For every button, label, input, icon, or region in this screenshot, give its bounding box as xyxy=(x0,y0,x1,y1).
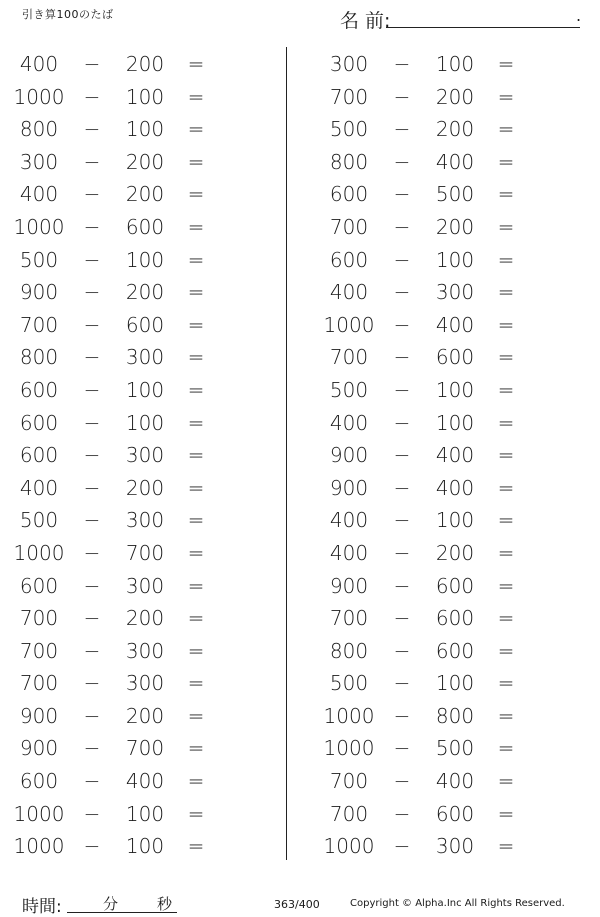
page-number: 363/400 xyxy=(274,898,320,911)
minus-sign: − xyxy=(393,508,411,533)
problem-row xyxy=(8,374,248,407)
problem-row xyxy=(8,439,248,472)
minuend: 900 xyxy=(329,475,369,500)
problem-row xyxy=(8,700,248,733)
subtrahend: 300 xyxy=(125,443,165,468)
problem-row xyxy=(318,667,558,700)
subtrahend: 100 xyxy=(435,671,475,696)
minuend: 300 xyxy=(329,52,369,76)
minus-sign: − xyxy=(393,801,411,826)
equals-sign: = xyxy=(187,606,205,631)
minuend: 400 xyxy=(329,280,369,305)
equals-sign: = xyxy=(497,801,515,826)
equals-sign: = xyxy=(497,312,515,337)
problem-row xyxy=(318,732,558,765)
subtrahend: 200 xyxy=(435,214,475,239)
minuend: 600 xyxy=(19,410,59,435)
minus-sign: − xyxy=(83,312,101,337)
minuend: 700 xyxy=(19,638,59,663)
subtrahend: 300 xyxy=(435,834,475,859)
subtrahend: 700 xyxy=(125,736,165,761)
equals-sign: = xyxy=(497,703,515,728)
equals-sign: = xyxy=(187,834,205,859)
problem-row xyxy=(8,635,248,668)
subtrahend: 300 xyxy=(125,345,165,370)
minuend: 500 xyxy=(19,247,59,272)
problem-row xyxy=(8,178,248,211)
equals-sign: = xyxy=(497,214,515,239)
minuend: 1000 xyxy=(323,834,375,859)
equals-sign: = xyxy=(497,443,515,468)
column-divider xyxy=(286,47,287,860)
problem-row xyxy=(318,635,558,668)
equals-sign: = xyxy=(497,834,515,859)
subtrahend: 100 xyxy=(125,834,165,859)
subtrahend: 100 xyxy=(125,247,165,272)
minuend: 1000 xyxy=(13,834,65,859)
minus-sign: − xyxy=(83,345,101,370)
copyright-notice: Copyright © Alpha.Inc All Rights Reserved. xyxy=(350,898,565,909)
equals-sign: = xyxy=(187,182,205,207)
worksheet-title: 引き算100のたば xyxy=(22,8,114,21)
equals-sign: = xyxy=(497,638,515,663)
equals-sign: = xyxy=(187,703,205,728)
equals-sign: = xyxy=(497,508,515,533)
equals-sign: = xyxy=(497,52,515,76)
problem-row xyxy=(318,700,558,733)
minuend: 1000 xyxy=(13,214,65,239)
minus-sign: − xyxy=(83,671,101,696)
subtrahend: 100 xyxy=(435,377,475,402)
equals-sign: = xyxy=(497,540,515,565)
minuend: 700 xyxy=(19,312,59,337)
subtrahend: 600 xyxy=(125,312,165,337)
minus-sign: − xyxy=(83,606,101,631)
minuend: 800 xyxy=(329,638,369,663)
subtrahend: 100 xyxy=(125,801,165,826)
subtrahend: 400 xyxy=(435,312,475,337)
problem-row xyxy=(8,407,248,440)
minus-sign: − xyxy=(393,149,411,174)
name-field xyxy=(340,6,585,30)
subtrahend: 200 xyxy=(125,475,165,500)
minus-sign: − xyxy=(83,736,101,761)
problem-row xyxy=(8,309,248,342)
subtrahend: 500 xyxy=(435,736,475,761)
problem-row xyxy=(318,244,558,277)
equals-sign: = xyxy=(187,345,205,370)
minus-sign: − xyxy=(83,149,101,174)
problem-row xyxy=(318,146,558,179)
subtrahend: 100 xyxy=(125,84,165,109)
subtrahend: 400 xyxy=(435,443,475,468)
minuend: 1000 xyxy=(323,312,375,337)
subtrahend: 300 xyxy=(125,573,165,598)
minuend: 500 xyxy=(19,508,59,533)
minuend: 700 xyxy=(329,769,369,794)
minuend: 400 xyxy=(329,410,369,435)
minus-sign: − xyxy=(83,377,101,402)
problem-row xyxy=(8,765,248,798)
time-label: 時間: xyxy=(22,897,62,917)
problem-row xyxy=(8,81,248,114)
minuend: 500 xyxy=(329,671,369,696)
equals-sign: = xyxy=(187,671,205,696)
equals-sign: = xyxy=(497,117,515,142)
minus-sign: − xyxy=(83,475,101,500)
problem-row xyxy=(318,798,558,831)
minutes-label: 分 xyxy=(103,895,119,913)
subtrahend: 100 xyxy=(435,247,475,272)
minus-sign: − xyxy=(83,769,101,794)
minus-sign: − xyxy=(83,703,101,728)
minus-sign: − xyxy=(83,508,101,533)
minus-sign: − xyxy=(393,769,411,794)
minus-sign: − xyxy=(393,117,411,142)
minuend: 400 xyxy=(19,182,59,207)
minus-sign: − xyxy=(83,247,101,272)
minuend: 500 xyxy=(329,377,369,402)
subtrahend: 200 xyxy=(435,117,475,142)
subtrahend: 600 xyxy=(435,573,475,598)
problem-row xyxy=(318,178,558,211)
minuend: 600 xyxy=(19,377,59,402)
subtrahend: 400 xyxy=(435,149,475,174)
problem-row xyxy=(318,374,558,407)
equals-sign: = xyxy=(187,801,205,826)
subtrahend: 600 xyxy=(435,606,475,631)
problem-row xyxy=(318,472,558,505)
equals-sign: = xyxy=(497,410,515,435)
minuend: 700 xyxy=(19,671,59,696)
minus-sign: − xyxy=(83,214,101,239)
equals-sign: = xyxy=(497,377,515,402)
subtrahend: 400 xyxy=(125,769,165,794)
subtrahend: 600 xyxy=(125,214,165,239)
minuend: 400 xyxy=(329,508,369,533)
problem-row xyxy=(8,113,248,146)
minuend: 500 xyxy=(329,117,369,142)
minuend: 700 xyxy=(329,801,369,826)
equals-sign: = xyxy=(497,736,515,761)
minuend: 600 xyxy=(329,182,369,207)
subtrahend: 700 xyxy=(125,540,165,565)
minus-sign: − xyxy=(83,540,101,565)
minus-sign: − xyxy=(83,443,101,468)
minuend: 800 xyxy=(329,149,369,174)
subtrahend: 500 xyxy=(435,182,475,207)
minus-sign: − xyxy=(393,182,411,207)
problem-row xyxy=(8,146,248,179)
problem-row xyxy=(8,48,248,81)
minuend: 900 xyxy=(329,443,369,468)
problem-row xyxy=(318,504,558,537)
equals-sign: = xyxy=(187,52,205,76)
equals-sign: = xyxy=(497,475,515,500)
equals-sign: = xyxy=(187,638,205,663)
subtrahend: 100 xyxy=(435,508,475,533)
problem-row xyxy=(8,276,248,309)
equals-sign: = xyxy=(187,214,205,239)
equals-sign: = xyxy=(187,312,205,337)
minuend: 700 xyxy=(329,606,369,631)
equals-sign: = xyxy=(497,769,515,794)
minuend: 600 xyxy=(19,443,59,468)
subtrahend: 100 xyxy=(125,117,165,142)
equals-sign: = xyxy=(497,149,515,174)
minuend: 600 xyxy=(329,247,369,272)
problem-column-left xyxy=(8,48,248,863)
equals-sign: = xyxy=(187,377,205,402)
subtrahend: 100 xyxy=(435,52,475,76)
minuend: 900 xyxy=(19,703,59,728)
minus-sign: − xyxy=(393,345,411,370)
subtrahend: 400 xyxy=(435,769,475,794)
subtrahend: 200 xyxy=(125,703,165,728)
minus-sign: − xyxy=(393,84,411,109)
minuend: 900 xyxy=(19,280,59,305)
subtrahend: 600 xyxy=(435,801,475,826)
minuend: 600 xyxy=(19,573,59,598)
problem-row xyxy=(318,113,558,146)
minus-sign: − xyxy=(393,475,411,500)
problem-row xyxy=(8,830,248,863)
problem-row xyxy=(318,407,558,440)
subtrahend: 300 xyxy=(435,280,475,305)
minuend: 300 xyxy=(19,149,59,174)
subtrahend: 200 xyxy=(435,84,475,109)
minus-sign: − xyxy=(393,736,411,761)
problem-row xyxy=(8,504,248,537)
minus-sign: − xyxy=(83,573,101,598)
minuend: 800 xyxy=(19,117,59,142)
minus-sign: − xyxy=(393,606,411,631)
minus-sign: − xyxy=(83,182,101,207)
problem-column-right xyxy=(318,48,558,863)
minus-sign: − xyxy=(83,117,101,142)
equals-sign: = xyxy=(187,769,205,794)
equals-sign: = xyxy=(187,443,205,468)
problem-row xyxy=(8,211,248,244)
equals-sign: = xyxy=(497,182,515,207)
minus-sign: − xyxy=(393,443,411,468)
equals-sign: = xyxy=(497,84,515,109)
minuend: 1000 xyxy=(13,540,65,565)
minus-sign: − xyxy=(393,638,411,663)
minus-sign: − xyxy=(83,84,101,109)
subtrahend: 300 xyxy=(125,638,165,663)
footer xyxy=(0,892,600,917)
subtrahend: 100 xyxy=(125,410,165,435)
minuend: 1000 xyxy=(323,736,375,761)
equals-sign: = xyxy=(497,606,515,631)
problem-row xyxy=(318,602,558,635)
subtrahend: 300 xyxy=(125,671,165,696)
minus-sign: − xyxy=(393,214,411,239)
seconds-label: 秒 xyxy=(157,895,173,913)
minuend: 700 xyxy=(19,606,59,631)
subtrahend: 400 xyxy=(435,475,475,500)
minuend: 600 xyxy=(19,769,59,794)
equals-sign: = xyxy=(187,410,205,435)
minus-sign: − xyxy=(393,312,411,337)
problem-row xyxy=(8,798,248,831)
minuend: 1000 xyxy=(323,703,375,728)
minus-sign: − xyxy=(393,247,411,272)
equals-sign: = xyxy=(497,671,515,696)
problem-row xyxy=(8,244,248,277)
problem-row xyxy=(318,765,558,798)
minus-sign: − xyxy=(83,52,101,76)
problem-row xyxy=(318,570,558,603)
subtrahend: 600 xyxy=(435,345,475,370)
equals-sign: = xyxy=(187,149,205,174)
problem-row xyxy=(318,309,558,342)
equals-sign: = xyxy=(187,508,205,533)
minuend: 1000 xyxy=(13,801,65,826)
minus-sign: − xyxy=(83,280,101,305)
subtrahend: 200 xyxy=(125,606,165,631)
problem-row xyxy=(318,276,558,309)
equals-sign: = xyxy=(187,540,205,565)
problem-row xyxy=(8,667,248,700)
equals-sign: = xyxy=(187,573,205,598)
minuend: 900 xyxy=(329,573,369,598)
equals-sign: = xyxy=(187,280,205,305)
subtrahend: 600 xyxy=(435,638,475,663)
subtrahend: 200 xyxy=(435,540,475,565)
minuend: 400 xyxy=(329,540,369,565)
equals-sign: = xyxy=(187,736,205,761)
minus-sign: − xyxy=(393,671,411,696)
problem-row xyxy=(318,439,558,472)
problem-row xyxy=(318,81,558,114)
equals-sign: = xyxy=(187,475,205,500)
minus-sign: − xyxy=(83,801,101,826)
equals-sign: = xyxy=(187,117,205,142)
minuend: 900 xyxy=(19,736,59,761)
minus-sign: − xyxy=(393,377,411,402)
subtrahend: 800 xyxy=(435,703,475,728)
problem-row xyxy=(318,830,558,863)
minus-sign: − xyxy=(83,834,101,859)
minuend: 700 xyxy=(329,84,369,109)
minuend: 1000 xyxy=(13,84,65,109)
minus-sign: − xyxy=(393,540,411,565)
subtrahend: 100 xyxy=(125,377,165,402)
minus-sign: − xyxy=(393,410,411,435)
name-label: 名 前: xyxy=(340,10,391,32)
minus-sign: − xyxy=(83,410,101,435)
equals-sign: = xyxy=(497,345,515,370)
equals-sign: = xyxy=(497,280,515,305)
name-underline xyxy=(386,27,580,28)
minus-sign: − xyxy=(83,638,101,663)
problem-row xyxy=(318,537,558,570)
name-end-mark: . xyxy=(576,6,582,25)
problem-row xyxy=(8,732,248,765)
subtrahend: 200 xyxy=(125,182,165,207)
problem-row xyxy=(318,211,558,244)
minuend: 700 xyxy=(329,345,369,370)
problem-row xyxy=(318,48,558,81)
subtrahend: 200 xyxy=(125,149,165,174)
problem-row xyxy=(318,341,558,374)
equals-sign: = xyxy=(187,84,205,109)
minus-sign: − xyxy=(393,573,411,598)
minus-sign: − xyxy=(393,703,411,728)
problem-row xyxy=(8,537,248,570)
minuend: 400 xyxy=(19,475,59,500)
problem-row xyxy=(8,341,248,374)
problem-row xyxy=(8,602,248,635)
equals-sign: = xyxy=(497,573,515,598)
minuend: 700 xyxy=(329,214,369,239)
minuend: 400 xyxy=(19,52,59,76)
minus-sign: − xyxy=(393,52,411,76)
equals-sign: = xyxy=(187,247,205,272)
subtrahend: 200 xyxy=(125,280,165,305)
problem-row xyxy=(8,570,248,603)
minus-sign: − xyxy=(393,834,411,859)
minus-sign: − xyxy=(393,280,411,305)
subtrahend: 100 xyxy=(435,410,475,435)
equals-sign: = xyxy=(497,247,515,272)
subtrahend: 200 xyxy=(125,52,165,76)
minuend: 800 xyxy=(19,345,59,370)
subtrahend: 300 xyxy=(125,508,165,533)
problem-row xyxy=(8,472,248,505)
